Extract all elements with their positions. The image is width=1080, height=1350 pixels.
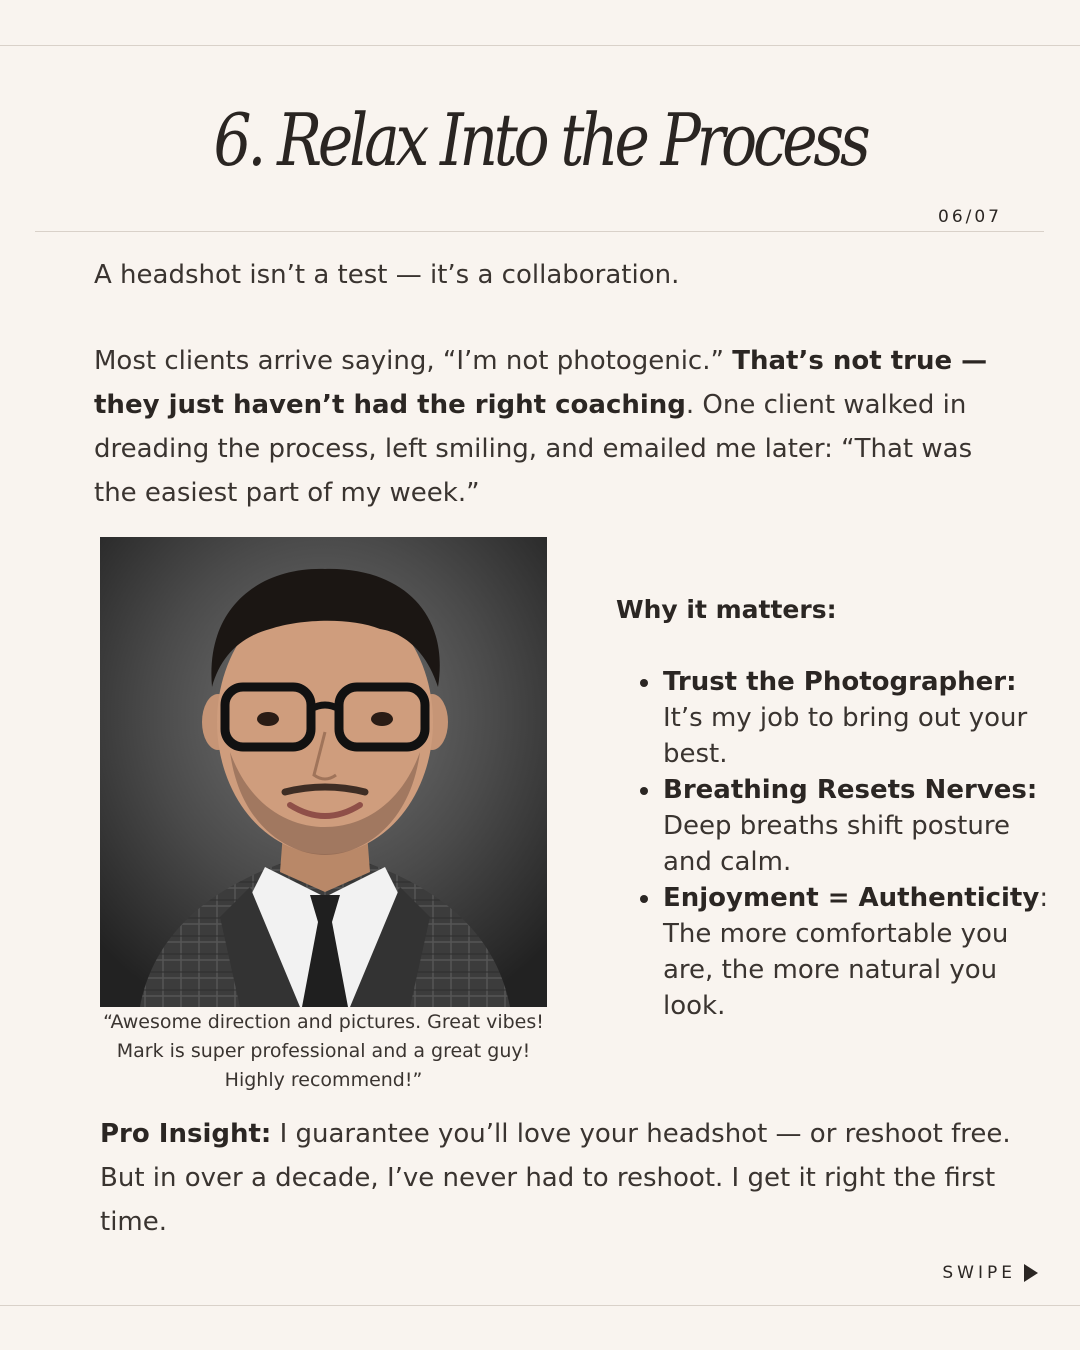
why-it-matters-heading: Why it matters:	[616, 595, 837, 624]
why-it-matters-list	[616, 664, 1056, 1024]
list-item-label: Trust the Photographer:	[663, 667, 1017, 697]
pro-insight	[100, 1112, 1020, 1244]
list-item-text: Deep breaths shift posture and calm.	[663, 811, 1010, 877]
pro-insight-text: I guarantee you’ll love your headshot — or reshoot free. But in over a decade, I’ve never had to reshoot. I get it right the first time.	[100, 1119, 1011, 1237]
triangle-right-icon	[1024, 1264, 1038, 1282]
story-paragraph	[94, 339, 1019, 515]
story-text-before: Most clients arrive saying, “I’m not photogenic.”	[94, 346, 733, 376]
swipe-indicator[interactable]	[942, 1263, 1038, 1283]
list-item	[616, 772, 1056, 880]
swipe-label: SWIPE	[942, 1263, 1016, 1283]
list-item	[616, 664, 1056, 772]
list-item-label: Breathing Resets Nerves:	[663, 775, 1038, 805]
headshot-illustration	[100, 537, 547, 1007]
pro-insight-label: Pro Insight:	[100, 1119, 272, 1149]
intro-text: A headshot isn’t a test — it’s a collaboration.	[94, 260, 680, 290]
top-divider	[0, 45, 1080, 46]
story-emphasis: That’s not true — they just haven’t had the right coaching	[94, 346, 988, 420]
bottom-divider	[0, 1305, 1080, 1306]
story-text-after: . One client walked in dreading the process, left smiling, and emailed me later: “That was the easiest part of my week.”	[94, 390, 973, 508]
list-item-text: : The more comfortable you are, the more natural you look.	[663, 883, 1049, 1021]
list-item-label: Enjoyment = Authenticity	[663, 883, 1040, 913]
why-it-matters-section	[616, 590, 1056, 1024]
page-counter: 06/07	[938, 207, 1002, 227]
header-divider	[35, 231, 1044, 232]
list-item-text: It’s my job to bring out your best.	[663, 703, 1028, 769]
testimonial-quote: “Awesome direction and pictures. Great vibes! Mark is super professional and a great guy! Highly recommend!”	[103, 1011, 544, 1091]
list-item	[616, 880, 1056, 1024]
page-title: 6. Relax Into the Process	[213, 98, 867, 182]
headshot-photo	[100, 537, 547, 1007]
